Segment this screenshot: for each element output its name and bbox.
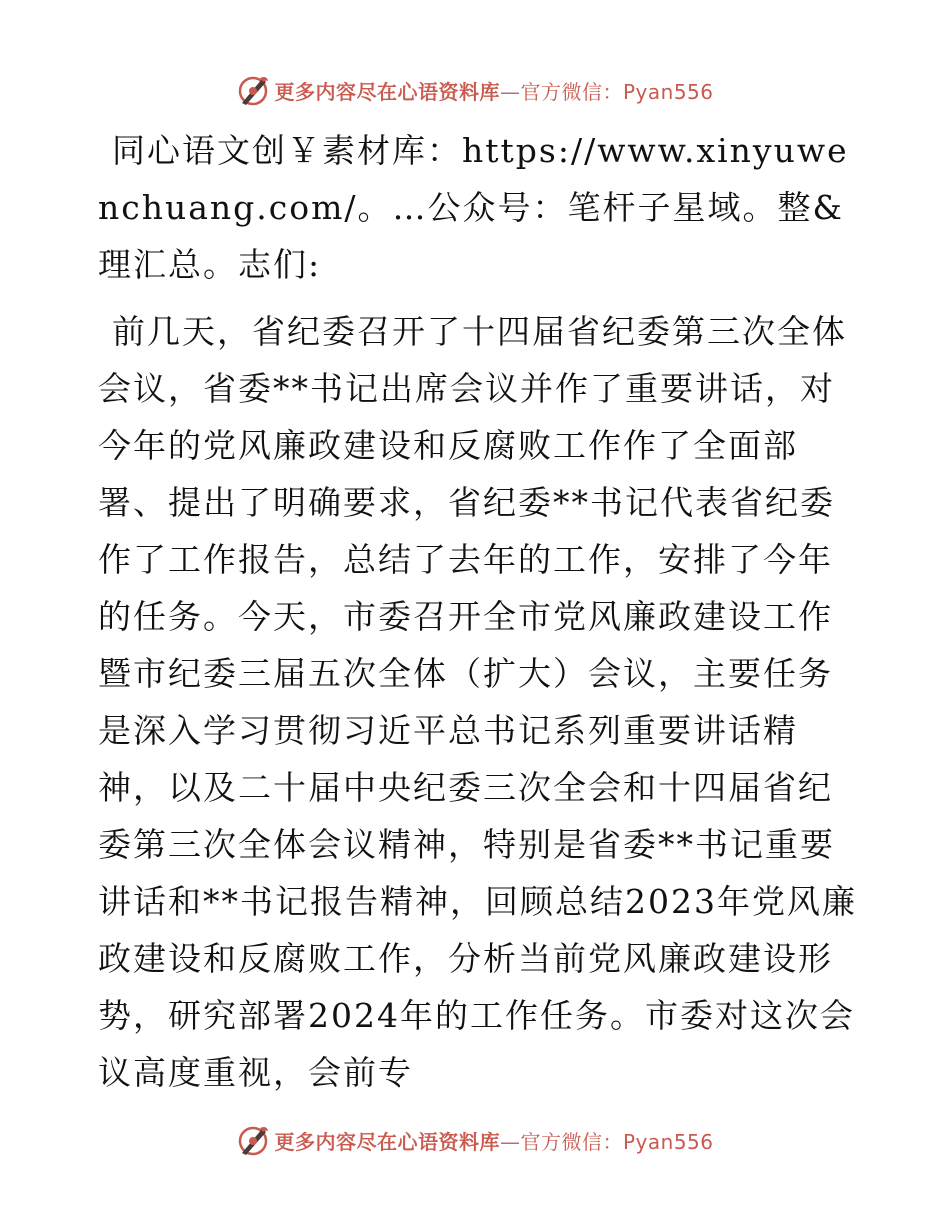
banner-dash: —: [499, 79, 521, 104]
main-paragraph-text: 前几天，省纪委召开了十四届省纪委第三次全体会议，省委**书记出席会议并作了重要讲话，对今年的党风廉政建设和反腐败工作作了全面部署、提出了明确要求，省纪委**书记代表省纪委作了工作报告，总结了去年的工作，安排了今年的任务。今天，市委召开全市党风廉政建设工作暨市纪委三届五次全体（扩大）会议，主要任务是深入学习贯彻习近平总书记系列重要讲话精神，以及二十届中央纪委三次全会和十四届省纪委第三次全体会议精神，特别是省委**书记重要讲话和**书记报告精神，回顾总结2023年党风廉政建设和反腐败工作，分析当前党风廉政建设形势，研究部署2024年的工作任务。市委对这次会议高度重视，会前专: [98, 312, 857, 1092]
intro-paragraph: [98, 122, 858, 293]
banner-wechat-id: Pyan556: [622, 1129, 714, 1154]
banner-text: [274, 1126, 713, 1155]
footer-banner: [0, 1120, 950, 1160]
header-banner: [0, 70, 950, 110]
main-paragraph: [98, 303, 858, 1101]
quill-pen-logo-icon: [236, 1123, 270, 1157]
banner-wechat-id: Pyan556: [622, 79, 714, 104]
document-body: [98, 122, 858, 1101]
banner-text: [274, 76, 713, 105]
banner-wechat-label: 官方微信：: [520, 1129, 623, 1154]
quill-pen-logo-icon: [236, 73, 270, 107]
banner-dash: —: [499, 1129, 521, 1154]
banner-main-text: 更多内容尽在心语资料库: [274, 79, 500, 104]
intro-text: 同心语文创￥素材库：https://www.xinyuwenchuang.com/。…公众号：笔杆子星域。整&理汇总。志们:: [98, 131, 849, 284]
banner-main-text: 更多内容尽在心语资料库: [274, 1129, 500, 1154]
banner-wechat-label: 官方微信：: [520, 79, 623, 104]
